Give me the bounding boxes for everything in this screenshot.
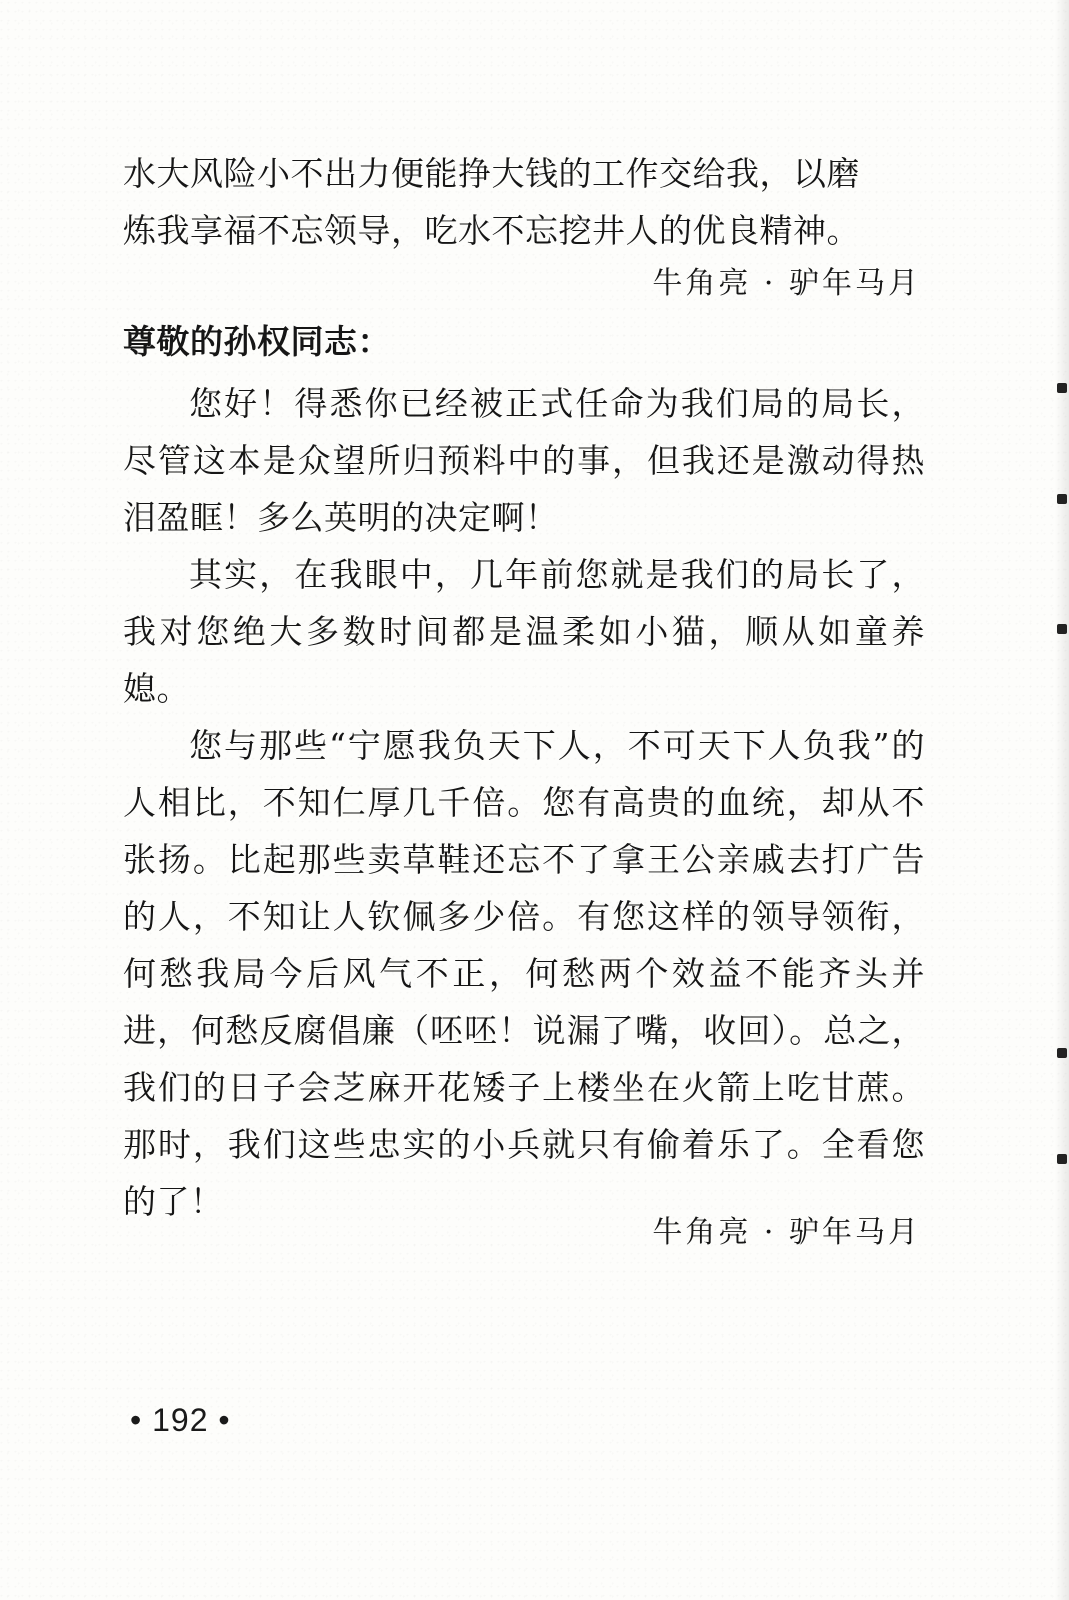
letter-paragraph: 您好！得悉你已经被正式任命为我们局的局长，尽管这本是众望所归预料中的事，但我还是激动得热泪盈眶！多么英明的决定啊！ [123,384,925,537]
edge-mark [1057,383,1067,393]
opening-paragraph [123,145,925,259]
opening-line: 水大风险小不出力便能挣大钱的工作交给我，以磨 [123,154,860,193]
edge-mark [1057,494,1067,504]
opening-line: 炼我享福不忘领导，吃水不忘挖井人的优良精神。 [123,211,860,250]
page-edge-shadow [1055,0,1069,1600]
signature-first: 牛角亮 · 驴年马月 [652,266,921,301]
page-number: • 192 • [130,1402,231,1438]
letter-paragraph: 您与那些“宁愿我负天下人，不可天下人负我”的人相比，不知仁厚几千倍。您有高贵的血统，却从不张扬。比起那些卖草鞋还忘不了拿王公亲戚去打广告的人，不知让人钦佩多少倍。有您这样的领导领衔，何愁我局今后风气不正，何愁两个效益不能齐头并进，何愁反腐倡廉（呸呸！说漏了嘴，收回）。总之，我们的日子会芝麻开花矮子上楼坐在火箭上吃甘蔗。那时，我们这些忠实的小兵就只有偷着乐了。全看您的了！ [123,726,925,1221]
letter-body [123,375,925,1230]
salutation: 尊敬的孙权同志： [123,322,391,361]
edge-mark [1057,624,1067,634]
edge-mark [1057,1048,1067,1058]
edge-mark [1057,1154,1067,1164]
letter-paragraph: 其实，在我眼中，几年前您就是我们的局长了，我对您绝大多数时间都是温柔如小猫，顺从如童养媳。 [123,555,925,708]
signature-second: 牛角亮 · 驴年马月 [652,1215,921,1250]
